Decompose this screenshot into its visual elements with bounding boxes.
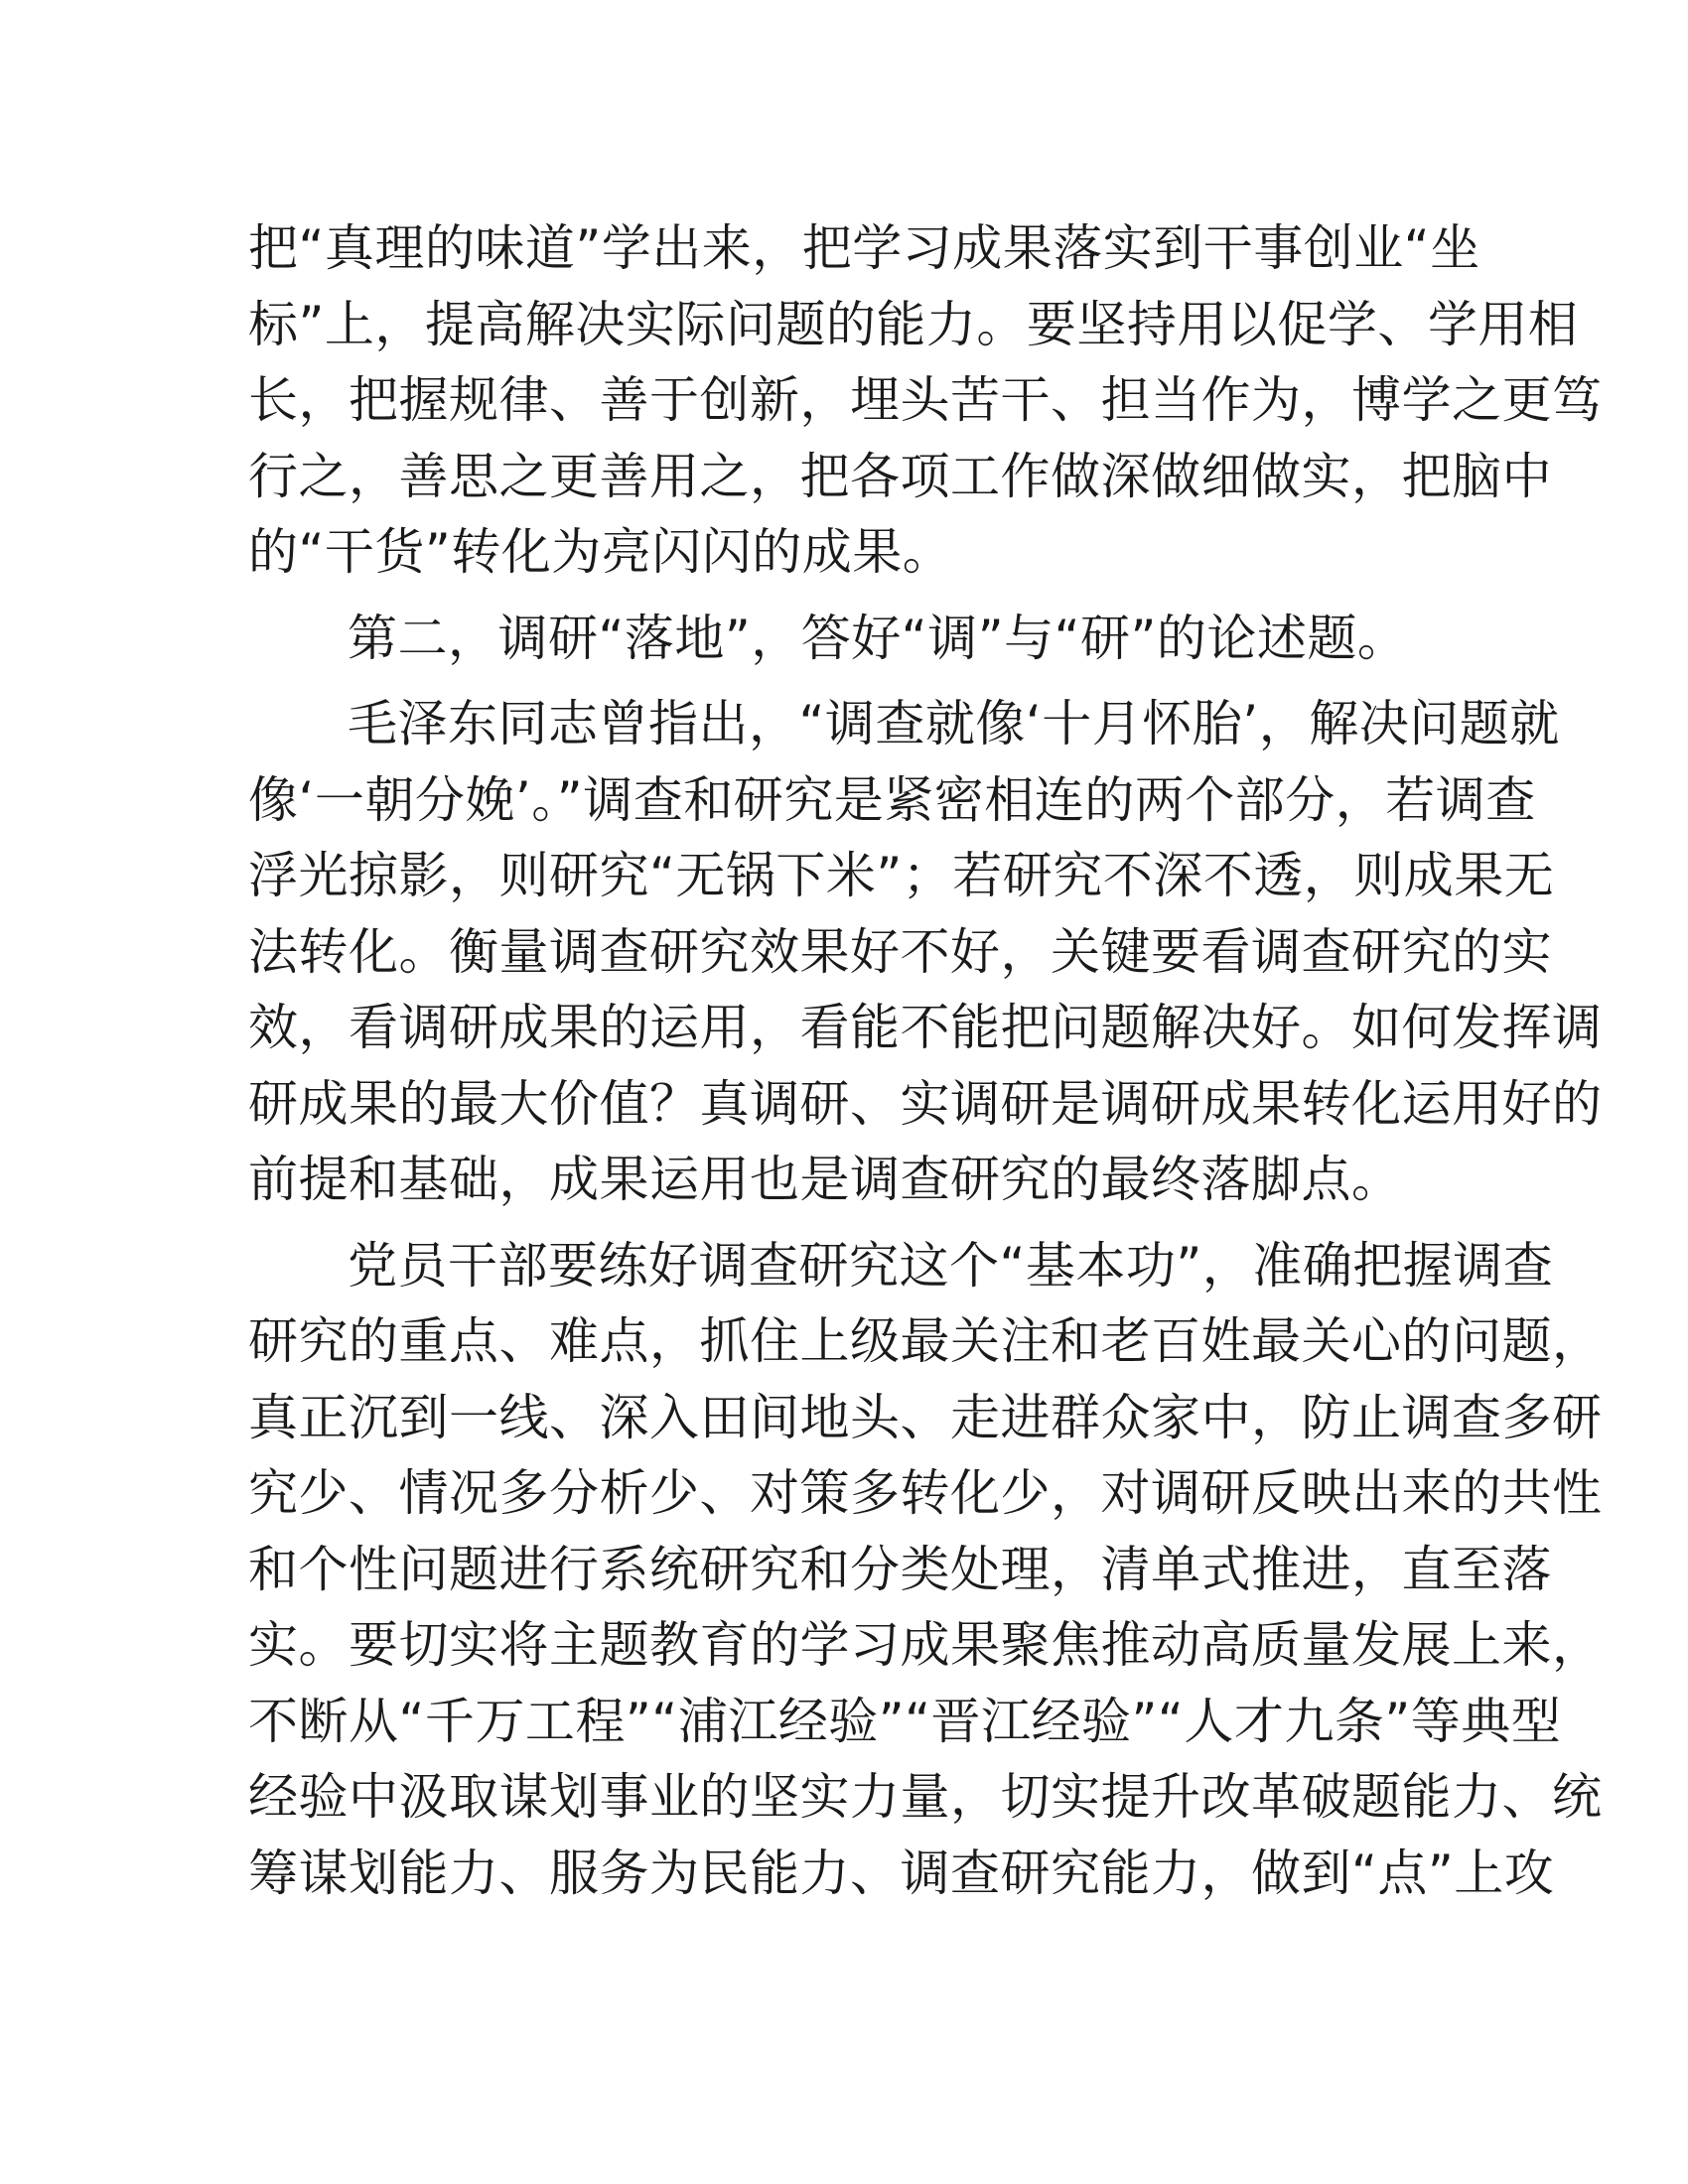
paragraph-line: 法转化。衡量调查研究效果好不好，关键要看调查研究的实 (248, 922, 1552, 981)
paragraph-line: 像‘一朝分娩’。”调查和研究是紧密相连的两个部分，若调查 (248, 770, 1536, 829)
paragraph-spacer (248, 591, 1440, 601)
paragraph-spacer (248, 1218, 1440, 1228)
paragraph-line: 经验中汲取谋划事业的坚实力量，切实提升改革破题能力、统 (248, 1768, 1603, 1826)
paragraph-3 (248, 1228, 1603, 1912)
section-heading (248, 601, 1440, 677)
paragraph-line: 前提和基础，成果运用也是调查研究的最终落脚点。 (248, 1151, 1402, 1208)
paragraph-line: 实。要切实将主题教育的学习成果聚焦推动高质量发展上来， (248, 1616, 1603, 1674)
document-body (248, 210, 1603, 1911)
heading-line: 第二，调研“落地”，答好“调”与“研”的论述题。 (348, 609, 1408, 667)
paragraph-line: 和个性问题进行系统研究和分类处理，清单式推进，直至落 (248, 1540, 1552, 1598)
paragraph-line: 真正沉到一线、深入田间地头、走进群众家中，防止调查多研 (248, 1388, 1603, 1446)
paragraph-line: 的“干货”转化为亮闪闪的成果。 (248, 523, 953, 581)
paragraph-line: 研究的重点、难点，抓住上级最关注和老百姓最关心的问题， (248, 1312, 1603, 1370)
paragraph-line: 筹谋划能力、服务为民能力、调查研究能力，做到“点”上攻 (248, 1843, 1555, 1902)
paragraph-line: 研成果的最大价值？真调研、实调研是调研成果转化运用好的 (248, 1074, 1603, 1133)
paragraph-line: 毛泽东同志曾指出，“调查就像‘十月怀胎’，解决问题就 (348, 695, 1560, 752)
paragraph-2 (248, 686, 1603, 1218)
paragraph-line: 标”上，提高解决实际问题的能力。要坚持用以促学、学用相 (248, 295, 1579, 353)
paragraph-line: 不断从“千万工程”“浦江经验”“晋江经验”“人才九条”等典型 (248, 1692, 1562, 1750)
paragraph-line: 党员干部要练好调查研究这个“基本功”，准确把握调查 (348, 1236, 1554, 1295)
paragraph-line: 效，看调研成果的运用，看能不能把问题解决好。如何发挥调 (248, 999, 1603, 1056)
paragraph-1 (248, 210, 1603, 591)
paragraph-line: 长，把握规律、善于创新，埋头苦干、担当作为，博学之更笃 (248, 371, 1603, 429)
paragraph-line: 行之，善思之更善用之，把各项工作做深做细做实，把脑中 (248, 447, 1552, 505)
paragraph-line: 究少、情况多分析少、对策多转化少，对调研反映出来的共性 (248, 1464, 1603, 1522)
paragraph-line: 浮光掠影，则研究“无锅下米”；若研究不深不透，则成果无 (248, 847, 1555, 904)
paragraph-line: 把“真理的味道”学出来，把学习成果落实到干事创业“坐 (248, 219, 1480, 277)
paragraph-spacer (248, 676, 1440, 686)
